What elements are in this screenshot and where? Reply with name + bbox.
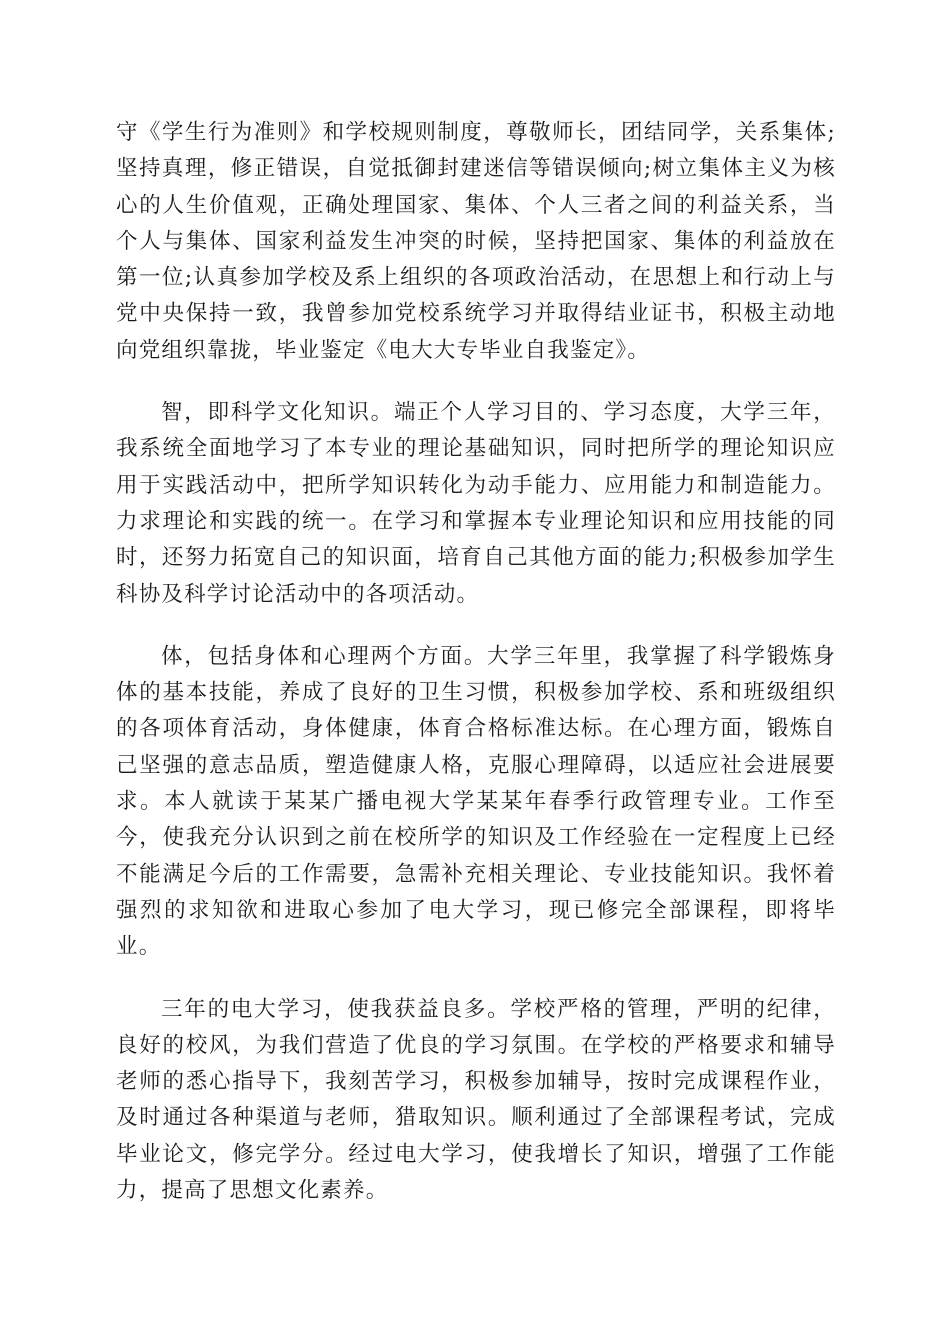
paragraph-physical: 体，包括身体和心理两个方面。大学三年里，我掌握了科学锻炼身体的基本技能，养成了良好的卫生习惯，积极参加学校、系和班级组织的各项体育活动，身体健康，体育合格标准达标。在心理方面，锻炼自己坚强的意志品质，塑造健康人格，克服心理障碍，以适应社会进展要求。本人就读于某某广播电视大学某某年春季行政管理专业。工作至今，使我充分认识到之前在校所学的知识及工作经验在一定程度上已经不能满足今后的工作需要，急需补充相关理论、专业技能知识。我怀着强烈的求知欲和进取心参加了电大学习，现已修完全部课程，即将毕业。 — [116, 643, 836, 960]
document-body — [116, 115, 836, 1209]
paragraph-intellect: 智，即科学文化知识。端正个人学习目的、学习态度，大学三年，我系统全面地学习了本专业的理论基础知识，同时把所学的理论知识应用于实践活动中，把所学知识转化为动手能力、应用能力和制造能力。力求理论和实践的统一。在学习和掌握本专业理论知识和应用技能的同时，还努力拓宽自己的知识面，培育自己其他方面的能力;积极参加学生科协及科学讨论活动中的各项活动。 — [116, 400, 836, 607]
paragraph-tvu-study: 三年的电大学习，使我获益良多。学校严格的管理，严明的纪律，良好的校风，为我们营造了优良的学习氛围。在学校的严格要求和辅导老师的悉心指导下，我刻苦学习，积极参加辅导，按时完成课程作业，及时通过各种渠道与老师，猎取知识。顺利通过了全部课程考试，完成毕业论文，修完学分。经过电大学习，使我增长了知识，增强了工作能力，提高了思想文化素养。 — [116, 996, 836, 1204]
paragraph-moral-continued: 守《学生行为准则》和学校规则制度，尊敬师长，团结同学，关系集体;坚持真理，修正错误，自觉抵御封建迷信等错误倾向;树立集体主义为核心的人生价值观，正确处理国家、集体、个人三者之间的利益关系，当个人与集体、国家利益发生冲突的时候，坚持把国家、集体的利益放在第一位;认真参加学校及系上组织的各项政治活动，在思想上和行动上与党中央保持一致，我曾参加党校系统学习并取得结业证书，积极主动地向党组织靠拢，毕业鉴定《电大大专毕业自我鉴定》。 — [116, 120, 836, 363]
